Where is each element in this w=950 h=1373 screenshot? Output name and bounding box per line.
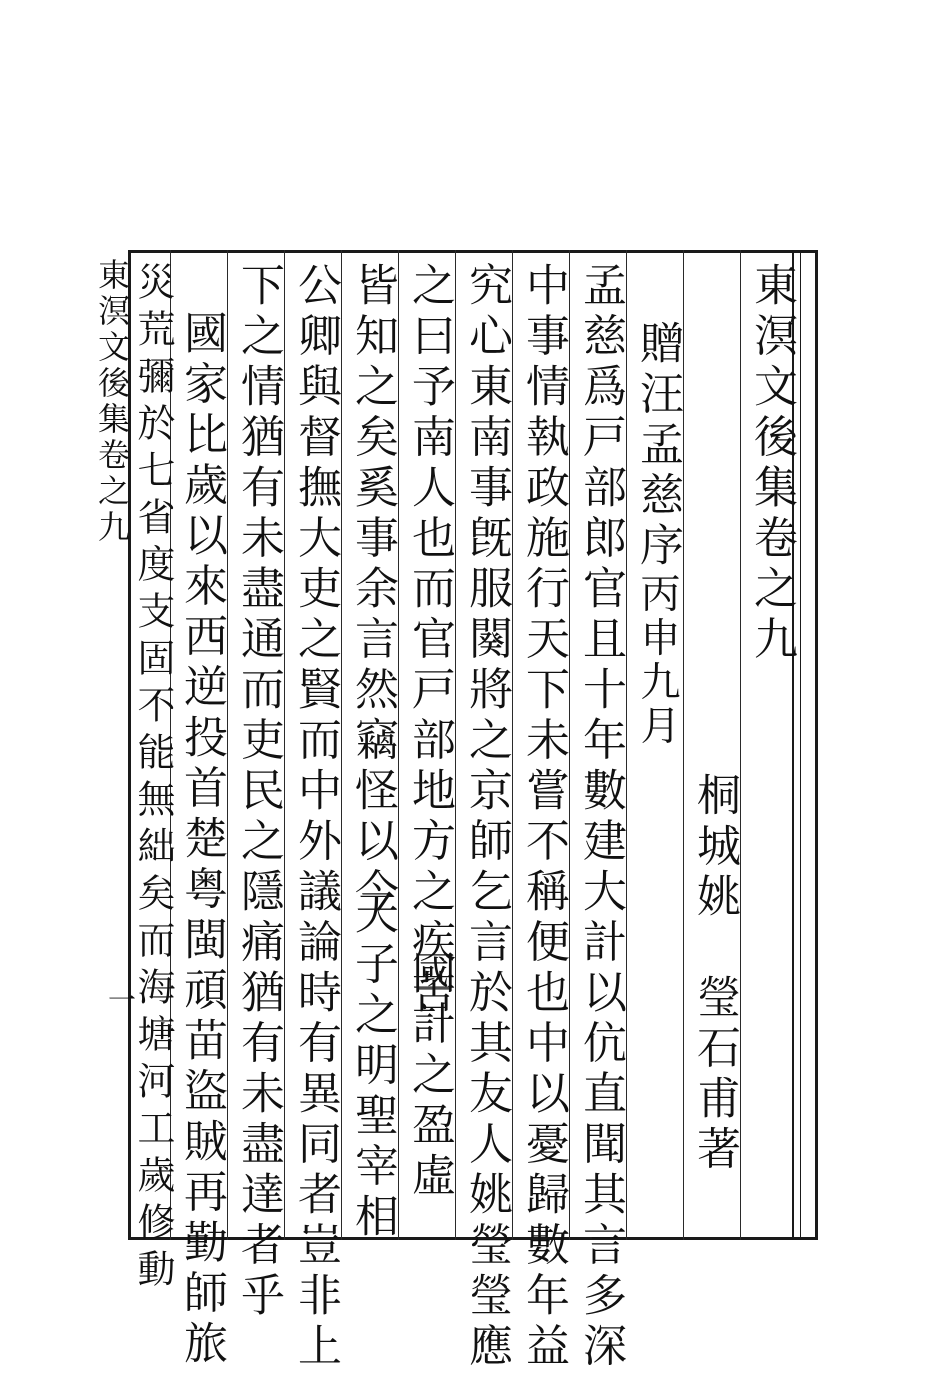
author-line: 桐城姚 瑩石甫著 [689,772,740,1176]
essay-title: 贈汪孟慈序 [632,320,683,573]
essay-title-column [628,320,686,749]
text-column: 孟慈爲戸部郎官且十年數建大計以伉直聞其言多深 [575,262,626,1373]
text-column: 中事情執政施行天下未嘗不稱便也中以憂歸數年益 [518,262,569,1373]
text-column: 災荒彌於七省度支固不能無絀矣而海塘河工歲修動 [131,262,175,1296]
essay-date: 丙申九月 [634,572,680,749]
text-column: 皆知之矣奚事余言然竊怪以今 [347,262,398,919]
text-column: 公卿與督撫大吏之賢而中外議論時有異同者豈非上 [290,262,341,1373]
text-column-elevated: 國計之盈虛 [404,950,455,1203]
volume-title: 東溟文後集卷之九 [746,262,797,666]
text-column: 究心東南事旣服闋將之京師乞言於其友人姚瑩瑩應 [461,262,512,1373]
folio-number: 一 [104,985,137,1013]
text-column: 下之情猶有未盡通而吏民之隱痛猶有未盡達者乎 [233,262,284,1323]
text-column: 國家比歲以來西逆投首楚粤閩頑苗盜賊再勤師旅 [176,310,227,1371]
frame-inner-rule-2 [800,250,801,1240]
text-column: 之曰予南人也而官戸部地方之疾苦 [404,262,455,1020]
margin-running-title: 東溟文後集卷之九 [93,258,131,546]
text-column-elevated: 天子之明聖宰相 [347,890,398,1244]
